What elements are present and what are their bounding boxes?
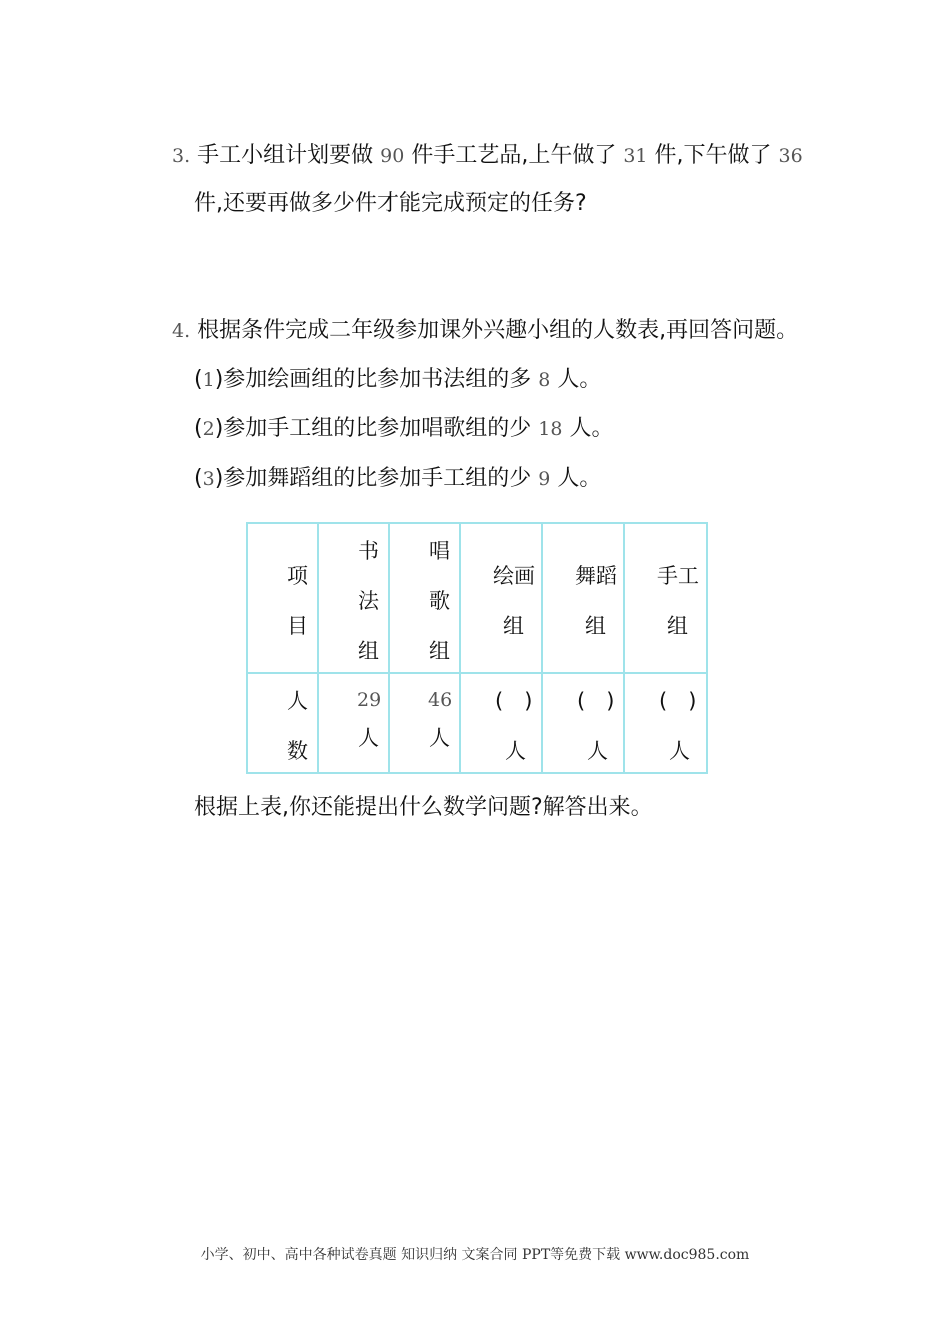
q3-num-90: 90 — [380, 145, 405, 167]
group-count-table — [246, 522, 708, 774]
header-cell-calligraphy: 书 法 组 — [318, 523, 389, 673]
q3-text-a: 手工小组计划要做 — [197, 143, 374, 168]
header-cell-painting: 绘画 组 — [460, 523, 542, 673]
row-label-cell: 人 数 — [247, 673, 318, 773]
q4-title-line — [172, 313, 798, 344]
q3-num-36: 36 — [778, 145, 803, 167]
table-count-row — [247, 673, 707, 773]
count-cell-singing: 46 人 — [389, 673, 460, 773]
footer-text: 小学、初中、高中各种试卷真题 知识归纳 文案合同 PPT等免费下载 www.doc985.com — [200, 1247, 750, 1263]
q4-condition-2: (2)参加手工组的比参加唱歌组的少 18 人。 — [194, 416, 614, 441]
q4-number: 4. — [172, 320, 191, 342]
q3-number: 3. — [172, 145, 191, 167]
q4-question: 根据上表,你还能提出什么数学问题?解答出来。 — [194, 795, 653, 820]
count-cell-painting: ( ) 人 — [460, 673, 542, 773]
count-cell-dance: ( ) 人 — [542, 673, 624, 773]
q3-line-1 — [172, 138, 803, 169]
header-cell-dance: 舞蹈 组 — [542, 523, 624, 673]
q3-num-31: 31 — [623, 145, 648, 167]
header-cell-handcraft: 手工 组 — [624, 523, 707, 673]
count-cell-handcraft: ( ) 人 — [624, 673, 707, 773]
count-cell-calligraphy: 29 人 — [318, 673, 389, 773]
header-cell-item: 项 目 — [247, 523, 318, 673]
q3-text-b: 件手工艺品,上午做了 — [411, 143, 617, 168]
q4-condition-1: (1)参加绘画组的比参加书法组的多 8 人。 — [194, 367, 602, 392]
q3-line-2: 件,还要再做多少件才能完成预定的任务? — [194, 191, 587, 216]
q4-title: 根据条件完成二年级参加课外兴趣小组的人数表,再回答问题。 — [197, 318, 799, 343]
table-header-row — [247, 523, 707, 673]
q3-text-c: 件,下午做了 — [654, 143, 772, 168]
header-cell-singing: 唱 歌 组 — [389, 523, 460, 673]
q4-condition-3: (3)参加舞蹈组的比参加手工组的少 9 人。 — [194, 466, 602, 491]
